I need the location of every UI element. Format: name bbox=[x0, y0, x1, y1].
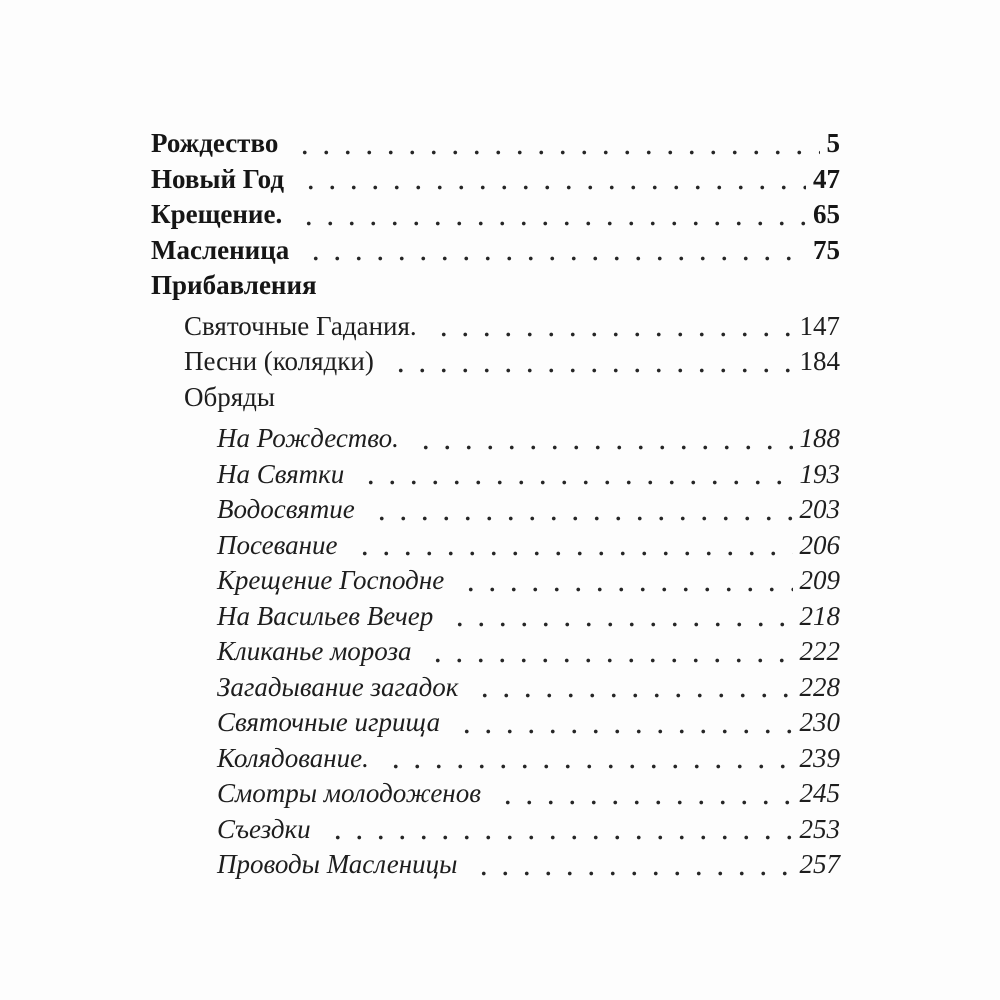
toc-entry bbox=[151, 741, 840, 777]
toc-entry-label: Песни (колядки) bbox=[184, 346, 374, 376]
toc-entry bbox=[151, 268, 840, 304]
toc-entry bbox=[151, 457, 840, 493]
toc-entry-label: Проводы Масленицы bbox=[217, 849, 458, 879]
dot-leader bbox=[286, 380, 833, 416]
toc-entry bbox=[151, 162, 840, 198]
toc-entry-label: Обряды bbox=[184, 381, 276, 412]
toc-entry bbox=[151, 528, 840, 564]
toc-entry-label: Крещение Господне bbox=[217, 565, 445, 595]
toc-entry-page: 5 bbox=[826, 128, 840, 158]
toc-entry-label: Новый Год bbox=[151, 163, 284, 194]
toc-entry-label: Прибавления bbox=[151, 270, 317, 300]
toc-entry bbox=[151, 197, 840, 233]
dot-leader bbox=[300, 233, 806, 269]
toc-entry-page: 218 bbox=[799, 600, 840, 631]
toc-entry-label: Святочные игрища bbox=[217, 707, 441, 737]
toc-entry bbox=[151, 492, 840, 528]
toc-entry bbox=[151, 126, 840, 162]
toc-entry-page: 188 bbox=[799, 423, 840, 453]
toc-entry-page: 206 bbox=[799, 529, 840, 560]
toc-entry bbox=[151, 344, 840, 380]
toc-entry-page: 230 bbox=[799, 707, 840, 737]
toc-entry-page: 75 bbox=[813, 234, 840, 265]
dot-leader bbox=[380, 741, 793, 777]
toc-entry-page: 184 bbox=[799, 346, 840, 376]
dot-leader bbox=[289, 126, 819, 162]
toc-entry-label: Съездки bbox=[217, 813, 311, 844]
toc-entry-label: Святочные Гадания. bbox=[184, 310, 417, 341]
toc-entry-page: 209 bbox=[799, 565, 840, 595]
dot-leader bbox=[385, 344, 793, 380]
dot-leader bbox=[295, 162, 806, 198]
toc-entry bbox=[151, 705, 840, 741]
toc-entry-label: Водосвятие bbox=[217, 494, 355, 524]
table-of-contents bbox=[151, 126, 840, 883]
toc-entry bbox=[151, 380, 840, 416]
dot-leader bbox=[469, 670, 792, 706]
toc-entry-label: Колядование. bbox=[217, 742, 369, 773]
toc-entry-page: 147 bbox=[799, 310, 840, 341]
toc-entry-label: На Рождество. bbox=[217, 423, 399, 453]
dot-leader bbox=[492, 776, 793, 812]
toc-entry bbox=[151, 776, 840, 812]
dot-leader bbox=[410, 421, 793, 457]
toc-entry-page: 245 bbox=[799, 778, 840, 808]
toc-entry-page: 203 bbox=[799, 494, 840, 524]
toc-entry-label: Загадывание загадок bbox=[217, 671, 459, 702]
toc-entry-label: Посевание bbox=[217, 529, 338, 560]
toc-entry bbox=[151, 421, 840, 457]
toc-entry bbox=[151, 812, 840, 848]
toc-entry bbox=[151, 563, 840, 599]
dot-leader bbox=[422, 634, 792, 670]
dot-leader bbox=[428, 309, 793, 345]
toc-entry-label: Масленица bbox=[151, 234, 290, 265]
toc-entry bbox=[151, 233, 840, 269]
toc-entry-label: На Васильев Вечер bbox=[217, 600, 434, 631]
toc-entry-page: 65 bbox=[813, 199, 840, 229]
toc-entry-label: Смотры молодоженов bbox=[217, 778, 481, 808]
toc-entry-page: 228 bbox=[799, 671, 840, 702]
toc-entry bbox=[151, 847, 840, 883]
toc-entry bbox=[151, 670, 840, 706]
toc-entry-page: 47 bbox=[813, 163, 840, 194]
dot-leader bbox=[468, 847, 792, 883]
toc-entry-label: Крещение. bbox=[151, 199, 283, 229]
toc-entry-page: 193 bbox=[799, 458, 840, 489]
dot-leader bbox=[366, 492, 793, 528]
toc-entry-label: На Святки bbox=[217, 458, 345, 489]
dot-leader bbox=[455, 563, 792, 599]
toc-entry bbox=[151, 634, 840, 670]
toc-entry-page: 239 bbox=[799, 742, 840, 773]
toc-entry-page: 253 bbox=[799, 813, 840, 844]
toc-entry bbox=[151, 599, 840, 635]
toc-entry-label: Рождество bbox=[151, 128, 279, 158]
dot-leader bbox=[328, 268, 833, 304]
dot-leader bbox=[355, 457, 792, 493]
toc-entry bbox=[151, 309, 840, 345]
dot-leader bbox=[451, 705, 792, 741]
toc-entry-page: 222 bbox=[799, 636, 840, 666]
toc-entry-page: 257 bbox=[799, 849, 840, 879]
dot-leader bbox=[293, 197, 806, 233]
dot-leader bbox=[349, 528, 793, 564]
dot-leader bbox=[322, 812, 793, 848]
toc-entry-label: Кликанье мороза bbox=[217, 636, 412, 666]
dot-leader bbox=[444, 599, 792, 635]
